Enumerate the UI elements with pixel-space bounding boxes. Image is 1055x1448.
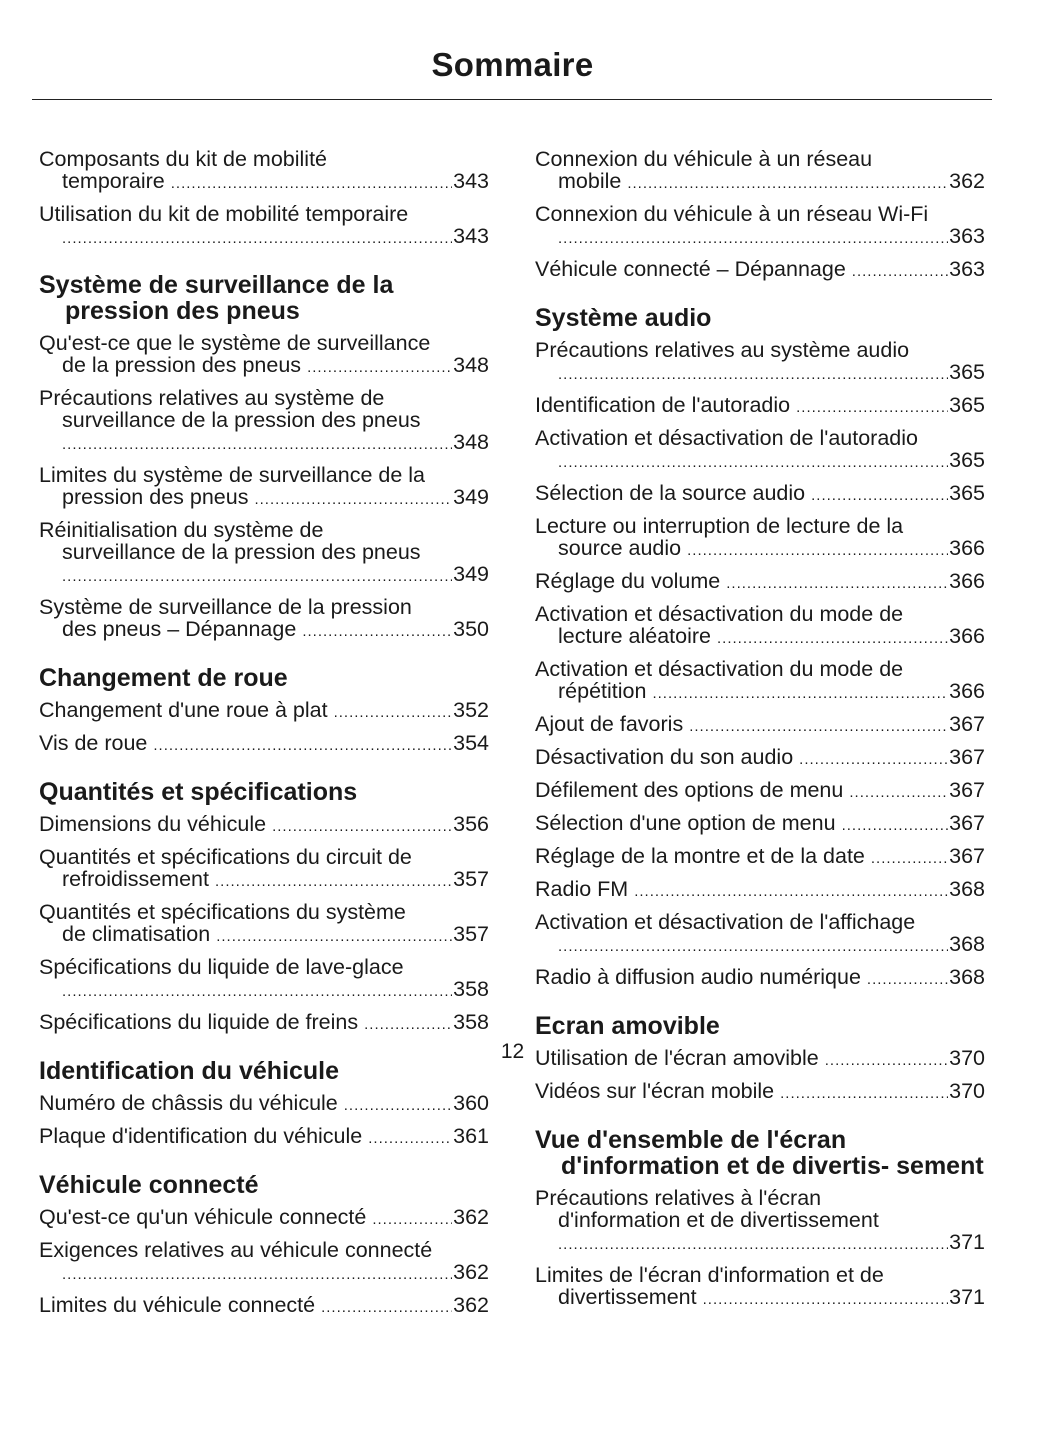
toc-page-number[interactable]: 365 xyxy=(949,360,985,384)
toc-section xyxy=(39,665,489,757)
toc-entry[interactable] xyxy=(39,596,489,643)
toc-entry[interactable] xyxy=(39,519,489,588)
toc-entry-line xyxy=(535,966,985,991)
toc-entry-text: Limites du système de surveillance de la xyxy=(39,463,425,487)
toc-entry[interactable] xyxy=(535,746,985,771)
toc-page-number[interactable]: 358 xyxy=(453,977,489,1001)
toc-entry-text: source audio xyxy=(558,536,682,560)
toc-entry-text: Quantités et spécifications du circuit de xyxy=(39,845,412,869)
toc-entry-text: Radio à diffusion audio numérique xyxy=(535,965,861,989)
section-heading: Changement de roue xyxy=(39,664,288,692)
toc-entry-text: Utilisation du kit de mobilité temporaire xyxy=(39,202,409,226)
toc-page-number[interactable]: 357 xyxy=(453,867,489,891)
toc-page-number[interactable]: 367 xyxy=(949,844,985,868)
toc-page-number[interactable]: 367 xyxy=(949,811,985,835)
dot-leader xyxy=(62,566,452,588)
page-number: 12 xyxy=(500,1040,525,1063)
toc-page-number[interactable]: 349 xyxy=(453,562,489,586)
toc-entry-line xyxy=(535,911,985,933)
toc-entry[interactable] xyxy=(39,148,489,195)
title-divider xyxy=(32,99,992,100)
toc-entry[interactable] xyxy=(535,779,985,804)
toc-entry-line xyxy=(535,339,985,361)
toc-entry[interactable] xyxy=(39,1125,489,1150)
toc-page-number[interactable]: 349 xyxy=(453,485,489,509)
toc-entry-line xyxy=(535,1209,985,1231)
toc-entry[interactable] xyxy=(535,482,985,507)
toc-page-number[interactable]: 343 xyxy=(453,224,489,248)
toc-entry-text: Qu'est-ce que le système de surveillance xyxy=(39,331,431,355)
toc-page-number[interactable]: 371 xyxy=(949,1230,985,1254)
toc-entry-line xyxy=(535,170,985,195)
toc-section xyxy=(39,148,489,250)
toc-entry-line xyxy=(535,225,985,250)
toc-page-number[interactable]: 350 xyxy=(453,617,489,641)
toc-entry[interactable] xyxy=(39,846,489,893)
toc-entry-line xyxy=(39,354,489,379)
toc-entry-text: Défilement des options de menu xyxy=(535,778,844,802)
page-title: Sommaire xyxy=(431,46,594,83)
dot-leader xyxy=(687,540,948,562)
toc-column-left xyxy=(39,148,489,1327)
toc-entry-text: Précautions relatives au système audio xyxy=(535,338,910,362)
toc-entry[interactable] xyxy=(535,148,985,195)
toc-entry[interactable] xyxy=(39,1011,489,1036)
toc-entry[interactable] xyxy=(39,1239,489,1286)
toc-page-number[interactable]: 368 xyxy=(949,877,985,901)
toc-entry-line xyxy=(535,394,985,419)
toc-entry[interactable] xyxy=(535,845,985,870)
toc-entry-line xyxy=(535,1231,985,1256)
toc-entry-text: Véhicule connecté – Dépannage xyxy=(535,257,846,281)
toc-entry-line xyxy=(39,618,489,643)
toc-entry-line xyxy=(39,978,489,1003)
dot-leader xyxy=(558,228,948,250)
toc-entry-line xyxy=(535,1264,985,1286)
dot-leader xyxy=(302,621,452,643)
toc-entry[interactable] xyxy=(39,1092,489,1117)
toc-entry-text: divertissement xyxy=(558,1285,697,1309)
toc-entry-line xyxy=(535,1187,985,1209)
toc-page-number[interactable]: 352 xyxy=(453,698,489,722)
toc-entry-line xyxy=(39,170,489,195)
toc-entry-text: Précautions relatives au système de xyxy=(39,386,385,410)
toc-entry-text: Qu'est-ce qu'un véhicule connecté xyxy=(39,1205,367,1229)
toc-entry-line xyxy=(39,431,489,456)
dot-leader xyxy=(62,434,452,456)
toc-page-number[interactable]: 365 xyxy=(949,481,985,505)
toc-entry-text: Connexion du véhicule à un réseau Wi-Fi xyxy=(535,202,929,226)
toc-section xyxy=(535,148,985,283)
toc-entry-line xyxy=(39,1125,489,1150)
toc-entry[interactable] xyxy=(39,901,489,948)
dot-leader xyxy=(703,1289,949,1311)
toc-entry-line xyxy=(535,812,985,837)
toc-entry-text: mobile xyxy=(558,169,622,193)
toc-page-number[interactable]: 343 xyxy=(453,169,489,193)
toc-section xyxy=(39,272,489,643)
section-heading: Quantités et spécifications xyxy=(39,778,358,806)
toc-page-number[interactable]: 358 xyxy=(453,1010,489,1034)
dot-leader xyxy=(344,1095,452,1117)
toc-page-number[interactable]: 370 xyxy=(949,1079,985,1103)
section-heading: Vue d'ensemble de l'écran d'information et de divertis- sement xyxy=(535,1126,984,1180)
dot-leader xyxy=(215,871,452,893)
toc-page-number[interactable]: 365 xyxy=(949,448,985,472)
toc-page-number[interactable]: 360 xyxy=(453,1091,489,1115)
dot-leader xyxy=(368,1128,452,1150)
toc-entry-line xyxy=(39,486,489,511)
toc-entry-text: Réglage de la montre et de la date xyxy=(535,844,865,868)
toc-page-number[interactable]: 363 xyxy=(949,224,985,248)
dot-leader xyxy=(334,702,453,724)
section-heading: Système de surveillance de la pression des pneus xyxy=(39,271,394,325)
dot-leader xyxy=(558,364,948,386)
toc-entry-line xyxy=(535,680,985,705)
toc-entry[interactable] xyxy=(39,956,489,1003)
toc-page-number[interactable]: 368 xyxy=(949,932,985,956)
toc-entry[interactable] xyxy=(39,699,489,724)
toc-page-number[interactable]: 361 xyxy=(453,1124,489,1148)
toc-entry-line xyxy=(39,203,489,225)
toc-entry-text: Limites du véhicule connecté xyxy=(39,1293,316,1317)
toc-entry-text: Exigences relatives au véhicule connecté xyxy=(39,1238,433,1262)
toc-entry[interactable] xyxy=(535,515,985,562)
toc-section xyxy=(535,305,985,991)
toc-entry[interactable] xyxy=(535,427,985,474)
toc-entry-line xyxy=(535,746,985,771)
toc-entry-line xyxy=(535,779,985,804)
toc-entry-text: pression des pneus xyxy=(62,485,249,509)
toc-entry-text: Réglage du volume xyxy=(535,569,721,593)
toc-entry-text: Sélection d'une option de menu xyxy=(535,811,836,835)
toc-page-number[interactable]: 362 xyxy=(453,1260,489,1284)
toc-entry[interactable] xyxy=(535,258,985,283)
toc-page-number[interactable]: 367 xyxy=(949,745,985,769)
toc-entry-line xyxy=(535,713,985,738)
toc-entry-line xyxy=(39,901,489,923)
toc-page-number[interactable]: 363 xyxy=(949,257,985,281)
dot-leader xyxy=(799,749,948,771)
dot-leader xyxy=(364,1014,452,1036)
toc-entry-line xyxy=(535,1080,985,1105)
toc-entry-line xyxy=(39,1206,489,1231)
dot-leader xyxy=(867,969,948,991)
toc-page-number[interactable]: 362 xyxy=(949,169,985,193)
toc-entry[interactable] xyxy=(39,387,489,456)
dot-leader xyxy=(849,782,948,804)
toc-section xyxy=(535,1127,985,1311)
toc-entry[interactable] xyxy=(535,966,985,991)
toc-entry-text: surveillance de la pression des pneus xyxy=(62,540,421,564)
toc-entry-line xyxy=(39,699,489,724)
toc-entry-line xyxy=(39,1239,489,1261)
dot-leader xyxy=(372,1209,452,1231)
toc-page-number[interactable]: 366 xyxy=(949,536,985,560)
toc-entry[interactable] xyxy=(535,603,985,650)
toc-entry-line xyxy=(535,449,985,474)
dot-leader xyxy=(62,981,452,1003)
toc-entry-text: Vidéos sur l'écran mobile xyxy=(535,1079,775,1103)
toc-entry-text: refroidissement xyxy=(62,867,209,891)
toc-entry[interactable] xyxy=(535,911,985,958)
toc-column-right xyxy=(535,148,985,1319)
toc-entry[interactable] xyxy=(39,732,489,757)
toc-entry-text: Spécifications du liquide de lave-glace xyxy=(39,955,404,979)
toc-entry-line xyxy=(39,1092,489,1117)
toc-entry-line xyxy=(39,846,489,868)
toc-entry-text: Numéro de châssis du véhicule xyxy=(39,1091,338,1115)
toc-entry-line xyxy=(39,387,489,409)
toc-entry-text: des pneus – Dépannage xyxy=(62,617,297,641)
toc-entry-line xyxy=(39,519,489,541)
toc-entry-text: Précautions relatives à l'écran xyxy=(535,1186,822,1210)
dot-leader xyxy=(811,485,948,507)
toc-entry-text: Désactivation du son audio xyxy=(535,745,794,769)
dot-leader xyxy=(558,452,948,474)
toc-entry-text: Activation et désactivation de l'affichage xyxy=(535,910,916,934)
toc-entry-line xyxy=(39,813,489,838)
toc-entry[interactable] xyxy=(39,1206,489,1231)
section-heading: Identification du véhicule xyxy=(39,1057,340,1085)
toc-entry-line xyxy=(39,868,489,893)
toc-entry-text: Identification de l'autoradio xyxy=(535,393,791,417)
toc-page-number[interactable]: 348 xyxy=(453,430,489,454)
toc-entry-text: Activation et désactivation du mode de xyxy=(535,657,904,681)
toc-entry-text: Système de surveillance de la pression xyxy=(39,595,412,619)
toc-entry-line xyxy=(39,148,489,170)
toc-entry[interactable] xyxy=(39,1294,489,1319)
toc-page-number[interactable]: 362 xyxy=(453,1205,489,1229)
toc-page-number[interactable]: 370 xyxy=(949,1046,985,1070)
toc-entry-line xyxy=(535,537,985,562)
toc-entry[interactable] xyxy=(39,813,489,838)
section-heading: Ecran amovible xyxy=(535,1012,720,1040)
toc-entry-text: Vis de roue xyxy=(39,731,148,755)
toc-entry-text: lecture aléatoire xyxy=(558,624,711,648)
toc-page-number[interactable]: 354 xyxy=(453,731,489,755)
toc-entry-line xyxy=(535,570,985,595)
toc-page-number[interactable]: 371 xyxy=(949,1285,985,1309)
toc-page-number[interactable]: 366 xyxy=(949,624,985,648)
toc-entry-text: Radio FM xyxy=(535,877,629,901)
dot-leader xyxy=(153,735,452,757)
toc-entry-line xyxy=(39,563,489,588)
toc-entry-text: Activation et désactivation du mode de xyxy=(535,602,904,626)
toc-entry[interactable] xyxy=(535,812,985,837)
toc-entry-text: Spécifications du liquide de freins xyxy=(39,1010,359,1034)
toc-entry-text: Sélection de la source audio xyxy=(535,481,806,505)
dot-leader xyxy=(842,815,949,837)
dot-leader xyxy=(62,1264,452,1286)
toc-entry-line xyxy=(39,464,489,486)
toc-entry-text: Dimensions du véhicule xyxy=(39,812,267,836)
toc-page-number[interactable]: 365 xyxy=(949,393,985,417)
section-heading: Système audio xyxy=(535,304,712,332)
toc-entry-line xyxy=(535,361,985,386)
dot-leader xyxy=(321,1297,452,1319)
toc-entry-line xyxy=(39,596,489,618)
toc-page-number[interactable]: 356 xyxy=(453,812,489,836)
toc-entry-line xyxy=(535,1286,985,1311)
toc-entry-line xyxy=(39,956,489,978)
toc-entry-line xyxy=(535,878,985,903)
toc-entry-line xyxy=(39,332,489,354)
toc-entry[interactable] xyxy=(39,203,489,250)
toc-entry-line xyxy=(39,923,489,948)
dot-leader xyxy=(272,816,452,838)
toc-entry-line xyxy=(535,658,985,680)
toc-entry[interactable] xyxy=(535,394,985,419)
toc-entry-line xyxy=(39,732,489,757)
toc-entry[interactable] xyxy=(535,713,985,738)
toc-entry-line xyxy=(535,625,985,650)
toc-entry-line xyxy=(535,933,985,958)
toc-entry-text: Plaque d'identification du véhicule xyxy=(39,1124,363,1148)
toc-entry[interactable] xyxy=(535,1264,985,1311)
toc-entry-text: Limites de l'écran d'information et de xyxy=(535,1263,884,1287)
dot-leader xyxy=(717,628,948,650)
toc-entry[interactable] xyxy=(535,1080,985,1105)
toc-section xyxy=(39,1058,489,1150)
toc-section xyxy=(39,779,489,1036)
dot-leader xyxy=(852,261,948,283)
toc-entry[interactable] xyxy=(39,464,489,511)
toc-entry[interactable] xyxy=(535,570,985,595)
toc-page-number[interactable]: 367 xyxy=(949,712,985,736)
toc-entry-text: surveillance de la pression des pneus xyxy=(62,408,421,432)
toc-page-number[interactable]: 357 xyxy=(453,922,489,946)
toc-page-number[interactable]: 366 xyxy=(949,569,985,593)
toc-entry-text: de climatisation xyxy=(62,922,211,946)
toc-entry-line xyxy=(535,603,985,625)
dot-leader xyxy=(652,683,948,705)
dot-leader xyxy=(254,489,452,511)
dot-leader xyxy=(634,881,948,903)
dot-leader xyxy=(627,173,948,195)
dot-leader xyxy=(307,357,452,379)
dot-leader xyxy=(216,926,452,948)
toc-entry[interactable] xyxy=(535,203,985,250)
toc-entry-text: Quantités et spécifications du système xyxy=(39,900,406,924)
toc-entry-text: Changement d'une roue à plat xyxy=(39,698,328,722)
section-heading: Véhicule connecté xyxy=(39,1171,259,1199)
toc-entry-text: répétition xyxy=(558,679,647,703)
toc-entry-line xyxy=(39,1294,489,1319)
dot-leader xyxy=(689,716,948,738)
toc-page-number[interactable]: 348 xyxy=(453,353,489,377)
toc-entry-line xyxy=(535,203,985,225)
dot-leader xyxy=(62,228,452,250)
toc-entry[interactable] xyxy=(535,878,985,903)
toc-entry-text: Utilisation de l'écran amovible xyxy=(535,1046,819,1070)
toc-entry[interactable] xyxy=(535,1187,985,1256)
dot-leader xyxy=(558,936,948,958)
toc-entry-text: Connexion du véhicule à un réseau xyxy=(535,147,873,171)
toc-page-number[interactable]: 362 xyxy=(453,1293,489,1317)
toc-entry-text: Réinitialisation du système de xyxy=(39,518,324,542)
dot-leader xyxy=(726,573,948,595)
toc-entry-line xyxy=(535,427,985,449)
toc-section xyxy=(39,1172,489,1319)
toc-entry-text: Composants du kit de mobilité xyxy=(39,147,328,171)
toc-entry[interactable] xyxy=(535,339,985,386)
dot-leader xyxy=(871,848,948,870)
dot-leader xyxy=(171,173,452,195)
toc-entry-line xyxy=(535,845,985,870)
toc-page-number[interactable]: 366 xyxy=(949,679,985,703)
toc-page-number[interactable]: 368 xyxy=(949,965,985,989)
toc-entry[interactable] xyxy=(39,332,489,379)
toc-entry-line xyxy=(39,541,489,563)
toc-entry-text: d'information et de divertissement xyxy=(558,1208,879,1232)
toc-entry-line xyxy=(535,148,985,170)
toc-page-number[interactable]: 367 xyxy=(949,778,985,802)
toc-entry-text: Activation et désactivation de l'autoradio xyxy=(535,426,918,450)
toc-entry-line xyxy=(39,225,489,250)
toc-entry-line xyxy=(535,515,985,537)
dot-leader xyxy=(780,1083,948,1105)
toc-entry-line xyxy=(39,1011,489,1036)
dot-leader xyxy=(796,397,948,419)
toc-entry-line xyxy=(39,1261,489,1286)
toc-entry-text: Ajout de favoris xyxy=(535,712,684,736)
toc-entry-text: de la pression des pneus xyxy=(62,353,302,377)
toc-entry[interactable] xyxy=(535,658,985,705)
toc-entry-line xyxy=(39,409,489,431)
dot-leader xyxy=(558,1234,948,1256)
toc-entry-text: temporaire xyxy=(62,169,165,193)
toc-entry-line xyxy=(535,258,985,283)
toc-entry-text: Lecture ou interruption de lecture de la xyxy=(535,514,904,538)
toc-entry-line xyxy=(535,482,985,507)
